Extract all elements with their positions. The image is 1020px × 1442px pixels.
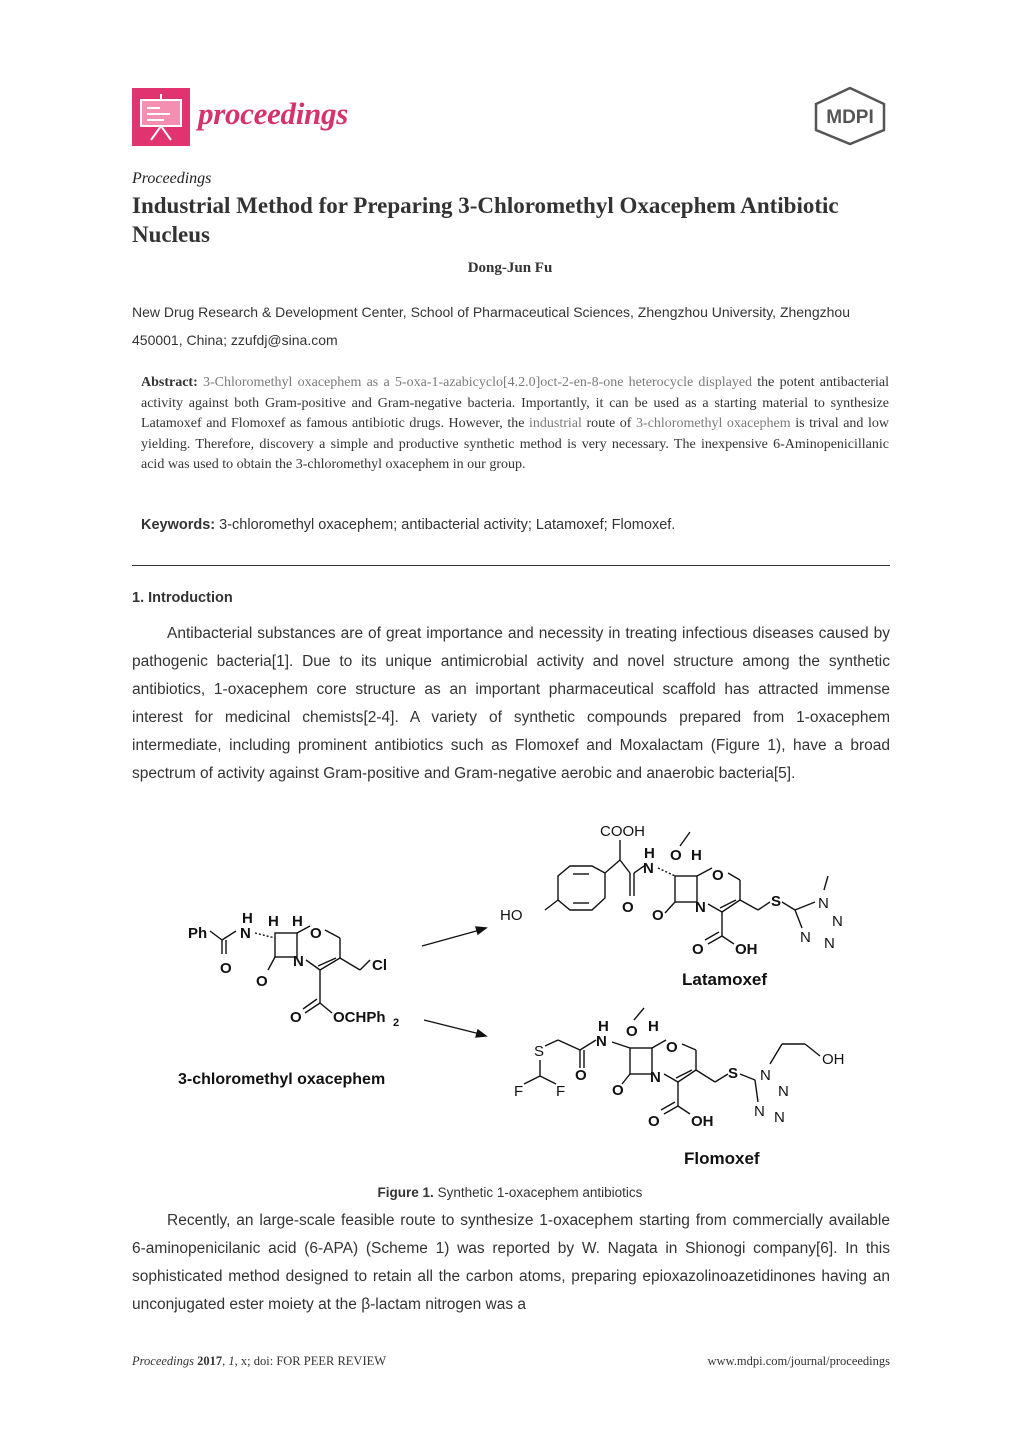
- atom-label: O: [670, 847, 682, 864]
- atom-label: N: [293, 953, 304, 970]
- atom-label: N: [818, 895, 829, 912]
- atom-label: N: [778, 1083, 789, 1100]
- atom-label: Cl: [372, 957, 387, 974]
- abstract-text: the potent antibacterial activity against both Gram-positive and Gram-negative bacteria. Importantly, it can be used as a starting material to synthesize Latamoxef and Flomoxef as famous antibiotic drugs. However, the: [141, 375, 889, 431]
- abstract-text: is trival and low yielding. Therefore, discovery a simple and productive synthetic method is very necessary. The inexpensive 6-Aminopenicillanic acid was used to obtain the 3-chloromethyl oxacephem in our group.: [141, 416, 889, 472]
- atom-label: H: [644, 845, 655, 862]
- atom-label: H: [691, 847, 702, 864]
- footer-volume: 1: [228, 1354, 235, 1368]
- atom-label: H: [242, 910, 253, 927]
- atom-label: O: [626, 1023, 638, 1040]
- publisher-logo: [812, 86, 888, 146]
- publisher-name: MDPI: [826, 107, 874, 128]
- atom-label: N: [650, 1069, 661, 1086]
- atom-label: Ph: [188, 925, 208, 942]
- atom-label: OH: [822, 1051, 845, 1068]
- abstract-label: Abstract:: [141, 375, 198, 390]
- atom-label: N: [240, 925, 251, 942]
- atom-label: OH: [691, 1113, 714, 1130]
- atom-label: O: [256, 973, 268, 990]
- section-heading: 1. Introduction: [132, 590, 233, 606]
- affiliation: New Drug Research & Development Center, School of Pharmaceutical Sciences, Zhengzhou University, Zhengzhou 450001, China; zzufdj@sina.com: [132, 304, 850, 348]
- compound-label: 3-chloromethyl oxacephem: [178, 1071, 386, 1088]
- atom-label: H: [268, 913, 279, 930]
- abstract-text: 3-chloromethyl oxacephem: [636, 416, 791, 431]
- atom-label: O: [712, 867, 724, 884]
- footer-url[interactable]: www.mdpi.com/journal/proceedings: [707, 1354, 890, 1368]
- compound-label: Latamoxef: [682, 970, 768, 989]
- atom-label: S: [771, 893, 782, 910]
- footer-journal: Proceedings: [132, 1354, 195, 1368]
- atom-label: N: [754, 1103, 765, 1120]
- atom-label: O: [648, 1113, 660, 1130]
- atom-label: H: [648, 1018, 659, 1035]
- paragraph-text: Recently, an large-scale feasible route to synthesize 1-oxacephem starting from commercially available 6-aminopenicilanic acid (6-APA) (Scheme 1) was reported by W. Nagata in Shionogi company[6]. In this sophisticated method designed to retain all the carbon atoms, preparing epioxazolinoazetidinones having an unconjugated ester moiety at the β-lactam nitrogen was a: [132, 1212, 890, 1313]
- atom-label: N: [760, 1067, 771, 1084]
- paragraph: [132, 1207, 890, 1319]
- atom-label: O: [692, 941, 704, 958]
- keywords-text: 3-chloromethyl oxacephem; antibacterial activity; Latamoxef; Flomoxef.: [215, 517, 676, 533]
- footer-doi: , x; doi: FOR PEER REVIEW: [234, 1354, 387, 1368]
- atom-label: N: [695, 899, 706, 916]
- footer-year: 2017: [197, 1354, 223, 1368]
- atom-label: N: [800, 929, 811, 946]
- caption-label: Figure 1.: [377, 1185, 434, 1200]
- atom-label: S: [728, 1065, 739, 1082]
- abstract: [141, 373, 889, 476]
- atom-label: O: [652, 907, 664, 924]
- figure-1: [160, 818, 860, 1168]
- abstract-text: 3-Chloromethyl oxacephem as a 5-oxa-1-azabicyclo[4.2.0]oct-2-en-8-one heterocycle displayed: [197, 375, 753, 390]
- atom-label: F: [556, 1083, 566, 1100]
- atom-label: N: [832, 913, 843, 930]
- atom-label: H: [598, 1018, 609, 1035]
- divider: [132, 565, 890, 566]
- atom-label: COOH: [600, 823, 645, 840]
- journal-logo: [132, 88, 190, 146]
- atom-label: O: [310, 925, 322, 942]
- keywords: [141, 517, 675, 533]
- atom-label: H: [292, 913, 303, 930]
- structure-flomoxef: [514, 1008, 845, 1168]
- atom-label: S: [534, 1043, 545, 1060]
- article-title: Industrial Method for Preparing 3-Chloromethyl Oxacephem Antibiotic Nucleus: [132, 193, 839, 247]
- atom-label: N: [824, 935, 835, 952]
- atom-label: O: [575, 1067, 587, 1084]
- footer-citation: Proceedings 2017, 1, x; doi: FOR PEER REVIEW: [132, 1354, 387, 1368]
- atom-label: O: [622, 899, 634, 916]
- presentation-board-icon: [132, 88, 190, 146]
- reaction-arrow: [422, 927, 486, 1037]
- keywords-label: Keywords:: [141, 517, 216, 533]
- atom-label: 2: [393, 1017, 400, 1029]
- paragraph-text: Antibacterial substances are of great importance and necessity in treating infectious diseases caused by pathogenic bacteria[1]. Due to its unique antimicrobial activity and novel structure among the synthetic antibiotics, 1-oxacephem core structure as an important pharmaceutical scaffold has attracted immense interest for medicinal chemists[2-4]. A variety of synthetic compounds prepared from 1-oxacephem intermediate, including prominent antibiotics such as Flomoxef and Moxalactam (Figure 1), have a broad spectrum of activity against Gram-positive and Gram-negative aerobic and anaerobic bacteria[5].: [132, 625, 890, 782]
- author: Dong-Jun Fu: [467, 260, 553, 276]
- journal-name: proceedings: [198, 96, 348, 131]
- atom-label: O: [220, 960, 232, 977]
- abstract-text: route of: [581, 416, 637, 431]
- abstract-text: industrial: [529, 416, 582, 431]
- atom-label: O: [290, 1009, 302, 1026]
- atom-label: O: [666, 1039, 678, 1056]
- structure-latamoxef: [500, 823, 843, 989]
- paragraph: [132, 620, 890, 788]
- atom-label: N: [774, 1109, 785, 1126]
- caption-text: Synthetic 1-oxacephem antibiotics: [433, 1185, 643, 1200]
- article-type: Proceedings: [132, 170, 212, 187]
- figure-caption: [0, 1185, 1020, 1200]
- atom-label: OH: [735, 941, 758, 958]
- atom-label: F: [514, 1083, 524, 1100]
- atom-label: N: [643, 860, 654, 877]
- compound-label: Flomoxef: [684, 1149, 760, 1168]
- atom-label: HO: [500, 907, 523, 924]
- atom-label: O: [612, 1082, 624, 1099]
- structure-3-chloromethyl-oxacephem: [178, 910, 399, 1088]
- atom-label: OCHPh: [333, 1009, 386, 1026]
- atom-label: N: [596, 1033, 607, 1050]
